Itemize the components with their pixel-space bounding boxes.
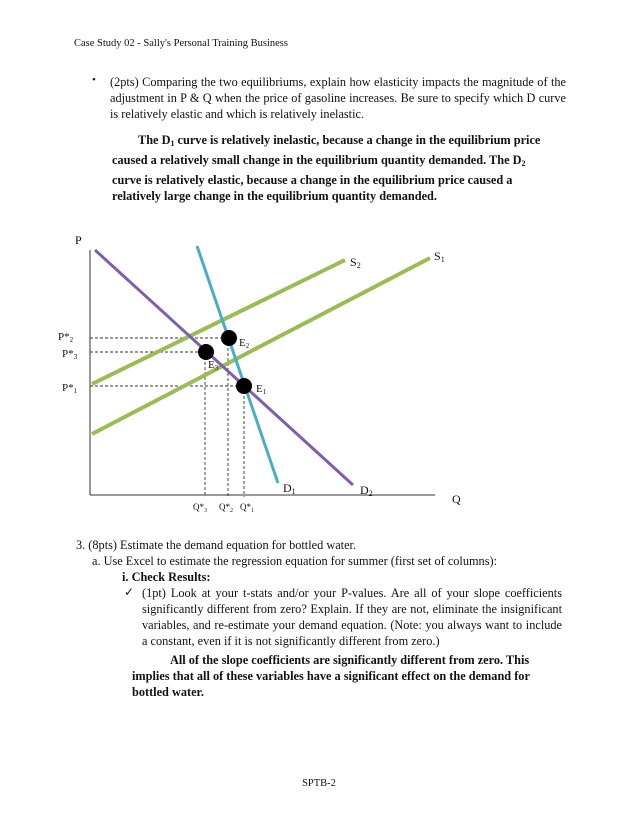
check-results-heading: i. Check Results: [122, 570, 211, 584]
e1-label: E1 [256, 383, 267, 396]
check-mark-icon: ✓ [124, 585, 135, 599]
p-star-2-label: P*2 [58, 331, 74, 344]
q-axis-label: Q [452, 492, 461, 506]
e2-label: E2 [239, 337, 250, 350]
d1-label: D1 [283, 481, 296, 496]
question-3a: a. Use Excel to estimate the regression equation for summer (first set of columns): [92, 554, 497, 568]
question-2-answer: The $D_1$ curve is relatively inelastic, because a change in the equilibrium price caused a relatively small change in the equilibrium quantity demanded. The $D_2$ curve is relatively elastic, because a change in the equilibrium price caused a relatively large change in the equilibrium quantity demanded. [112, 133, 541, 203]
q-star-3-label: $Q*_3$ [193, 502, 207, 514]
check-results-item: (1pt) Look at your t-stats and/or your P-values. Are all of your slope coefficients significantly different from zero? Explain. If they are not, eliminate the insignificant variables, and re-estimate your demand equation. (Note: you always want to include a constant, even if it is not significantly different from zero.) [142, 586, 562, 648]
document-header: Case Study 02 - Sally's Personal Training Business [74, 38, 288, 49]
question-3-intro: 3. (8pts) Estimate the demand equation for bottled water. [76, 538, 357, 552]
equilibrium-point-e3 [198, 344, 214, 360]
page-footer: SPTB-2 [302, 778, 336, 789]
bullet-icon: • [92, 74, 96, 86]
q-star-2-label: $Q*_2$ [219, 502, 233, 514]
s1-label: S1 [434, 249, 445, 264]
s2-label: S2 [350, 255, 361, 270]
demand-curve-d2 [95, 250, 353, 485]
p-star-3-label: P*3 [62, 348, 78, 361]
p-axis-label: P [75, 233, 82, 247]
p-star-1-label: P*1 [62, 382, 78, 395]
equilibrium-point-e2 [221, 330, 237, 346]
d2-label: D2 [360, 483, 373, 498]
e3-label: E3 [208, 359, 219, 372]
supply-curve-s1 [92, 258, 430, 434]
question-2-text: (2pts) Comparing the two equilibriums, explain how elasticity impacts the magnitude of the adjustment in P & Q when the price of gasoline increases. Be sure to specify which D curve is relatively elastic and which is relatively inelastic. [110, 75, 566, 121]
equilibrium-point-e1 [236, 378, 252, 394]
q-star-1-label: $Q*_1$ [240, 502, 254, 514]
question-3-answer: All of the slope coefficients are significantly different from zero. This implies that all of these variables have a significant effect on the demand for bottled water. [132, 653, 530, 699]
